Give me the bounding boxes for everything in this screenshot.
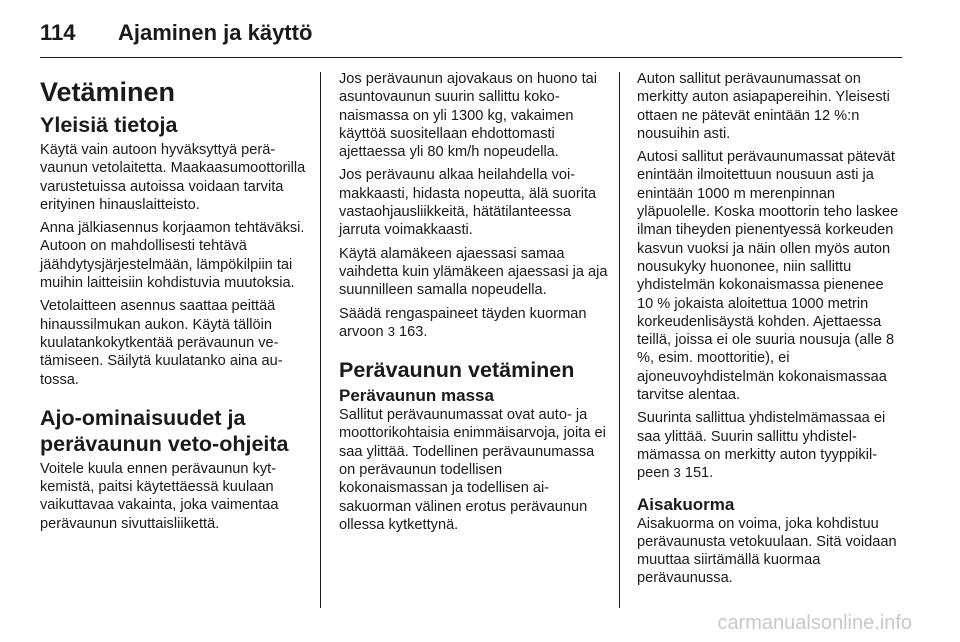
sub-heading-trailer-mass: Perävaunun massa	[339, 386, 494, 406]
column-divider-1	[320, 72, 321, 608]
column-2	[339, 70, 609, 539]
paragraph-text: Säädä rengaspaineet täyden kuorman arvoon	[339, 305, 587, 340]
page-number: 114	[40, 20, 76, 45]
paragraph: Autosi sallitut perävaunumassat pätevät enintään ilmoitettuun nousuun asti ja enintään 1000 m merenpinnan yläpuolelle. Koska moottorin teho laskee ilman tiheyden pienentyessä korkeuden kasvun vuoksi ja näin ollen myös auton nousukyky huononee, niin sallittu yhdistelmän kokonaismassa pienenee 10 % jokaista aloitettua 1000 metrin korkeudenlisäystä kohden. Ajettaessa teillä, joissa ei ole suuria nousuja (alle 8 %, esim. moottoritie), ei ajoneuvoyhdistelmän kokonaismassaa tarvitse alentaa.	[637, 149, 899, 404]
paragraph: Auton sallitut perävaunumassat on merkitty auton asiapapereihin. Yleisesti ottaen ne pätevät enintään 12 %:n nousuihin asti.	[637, 71, 890, 142]
paragraph: Jos perävaunun ajovakaus on huono tai asuntovaunun suurin sallittu kokonaismassa on yli 1300 kg, vakaimen käyttöä suositellaan ehdottomasti ajettaessa yli 80 km/h nopeudella.	[339, 71, 598, 161]
section-heading-driving: Ajo-ominaisuudet ja perävaunun veto-ohjeita	[40, 405, 289, 456]
sub-heading-drawbar-load: Aisakuorma	[637, 494, 735, 514]
column-1	[40, 70, 310, 538]
watermark: carmanualsonline.info	[717, 612, 912, 634]
page-title: Vetäminen	[40, 77, 176, 107]
paragraph	[637, 409, 903, 482]
section-heading-towing: Perävaunun vetäminen	[339, 358, 575, 383]
paragraph	[339, 305, 609, 342]
column-3	[637, 70, 903, 593]
paragraph: Voitele kuula ennen perävaunun kytkemistä, paitsi käytettäessä kuulaan vaikuttavaa vakainta, joka vaimentaa perävaunun sivuttaisliikettä.	[40, 460, 279, 532]
paragraph: Jos perävaunu alkaa heilahdella voimakkaasti, hidasta nopeutta, älä suorita vastaohjausliikkeitä, hätätilanteessa jarruta voimakkaasti.	[339, 167, 597, 239]
chapter-title: Ajaminen ja käyttö	[118, 20, 313, 45]
page-ref-arrow-icon: 3	[387, 323, 395, 339]
page-ref: 151.	[684, 465, 714, 482]
header-rule	[40, 57, 902, 58]
paragraph: Käytä vain autoon hyväksyttyä perävaunun vetolaitetta. Maakaasumoottorilla varustetuissa autoissa voidaan tarvita erityinen hinauslaitteisto.	[40, 142, 306, 213]
paragraph: Sallitut perävaunumassat ovat auto- ja moottorikohtaisia enimmäisarvoja, joita ei saa ylittää. Todellinen perävaunumassa on perävaunun todellisen kokonaismassan ja todellisen aisakuorman välinen erotus perävaunun ollessa kytkettynä.	[339, 407, 606, 533]
section-heading-general: Yleisiä tietoja	[40, 113, 178, 137]
paragraph: Anna jälkiasennus korjaamon tehtäväksi. Autoon on mahdollisesti tehtävä jäähdytysjärjestelmään, lämpökilpiin tai muihin laitteisiin kohdistuvia muutoksia.	[40, 220, 305, 292]
paragraph-text: Suurinta sallittua yhdistelmämassaa ei saa ylittää. Suurin sallittu yhdistelmämassa on merkitty auton tyyppikilpeen	[637, 410, 886, 482]
page-ref-arrow-icon: 3	[673, 465, 681, 481]
paragraph: Vetolaitteen asennus saattaa peittää hinaussilmukan aukon. Käytä tällöin kuulatankokytkentää perävaunun vetämiseen. Säilytä kuulatanko aina autossa.	[40, 298, 283, 388]
paragraph: Aisakuorma on voima, joka kohdistuu perävaunusta vetokuulaan. Sitä voidaan muuttaa siirtämällä kuormaa perävaunussa.	[637, 515, 897, 587]
page-ref: 163.	[398, 323, 428, 340]
column-divider-2	[619, 72, 620, 608]
paragraph: Käytä alamäkeen ajaessasi samaa vaihdetta kuin ylämäkeen ajaessasi ja aja suunnilleen samalla nopeudella.	[339, 245, 608, 299]
